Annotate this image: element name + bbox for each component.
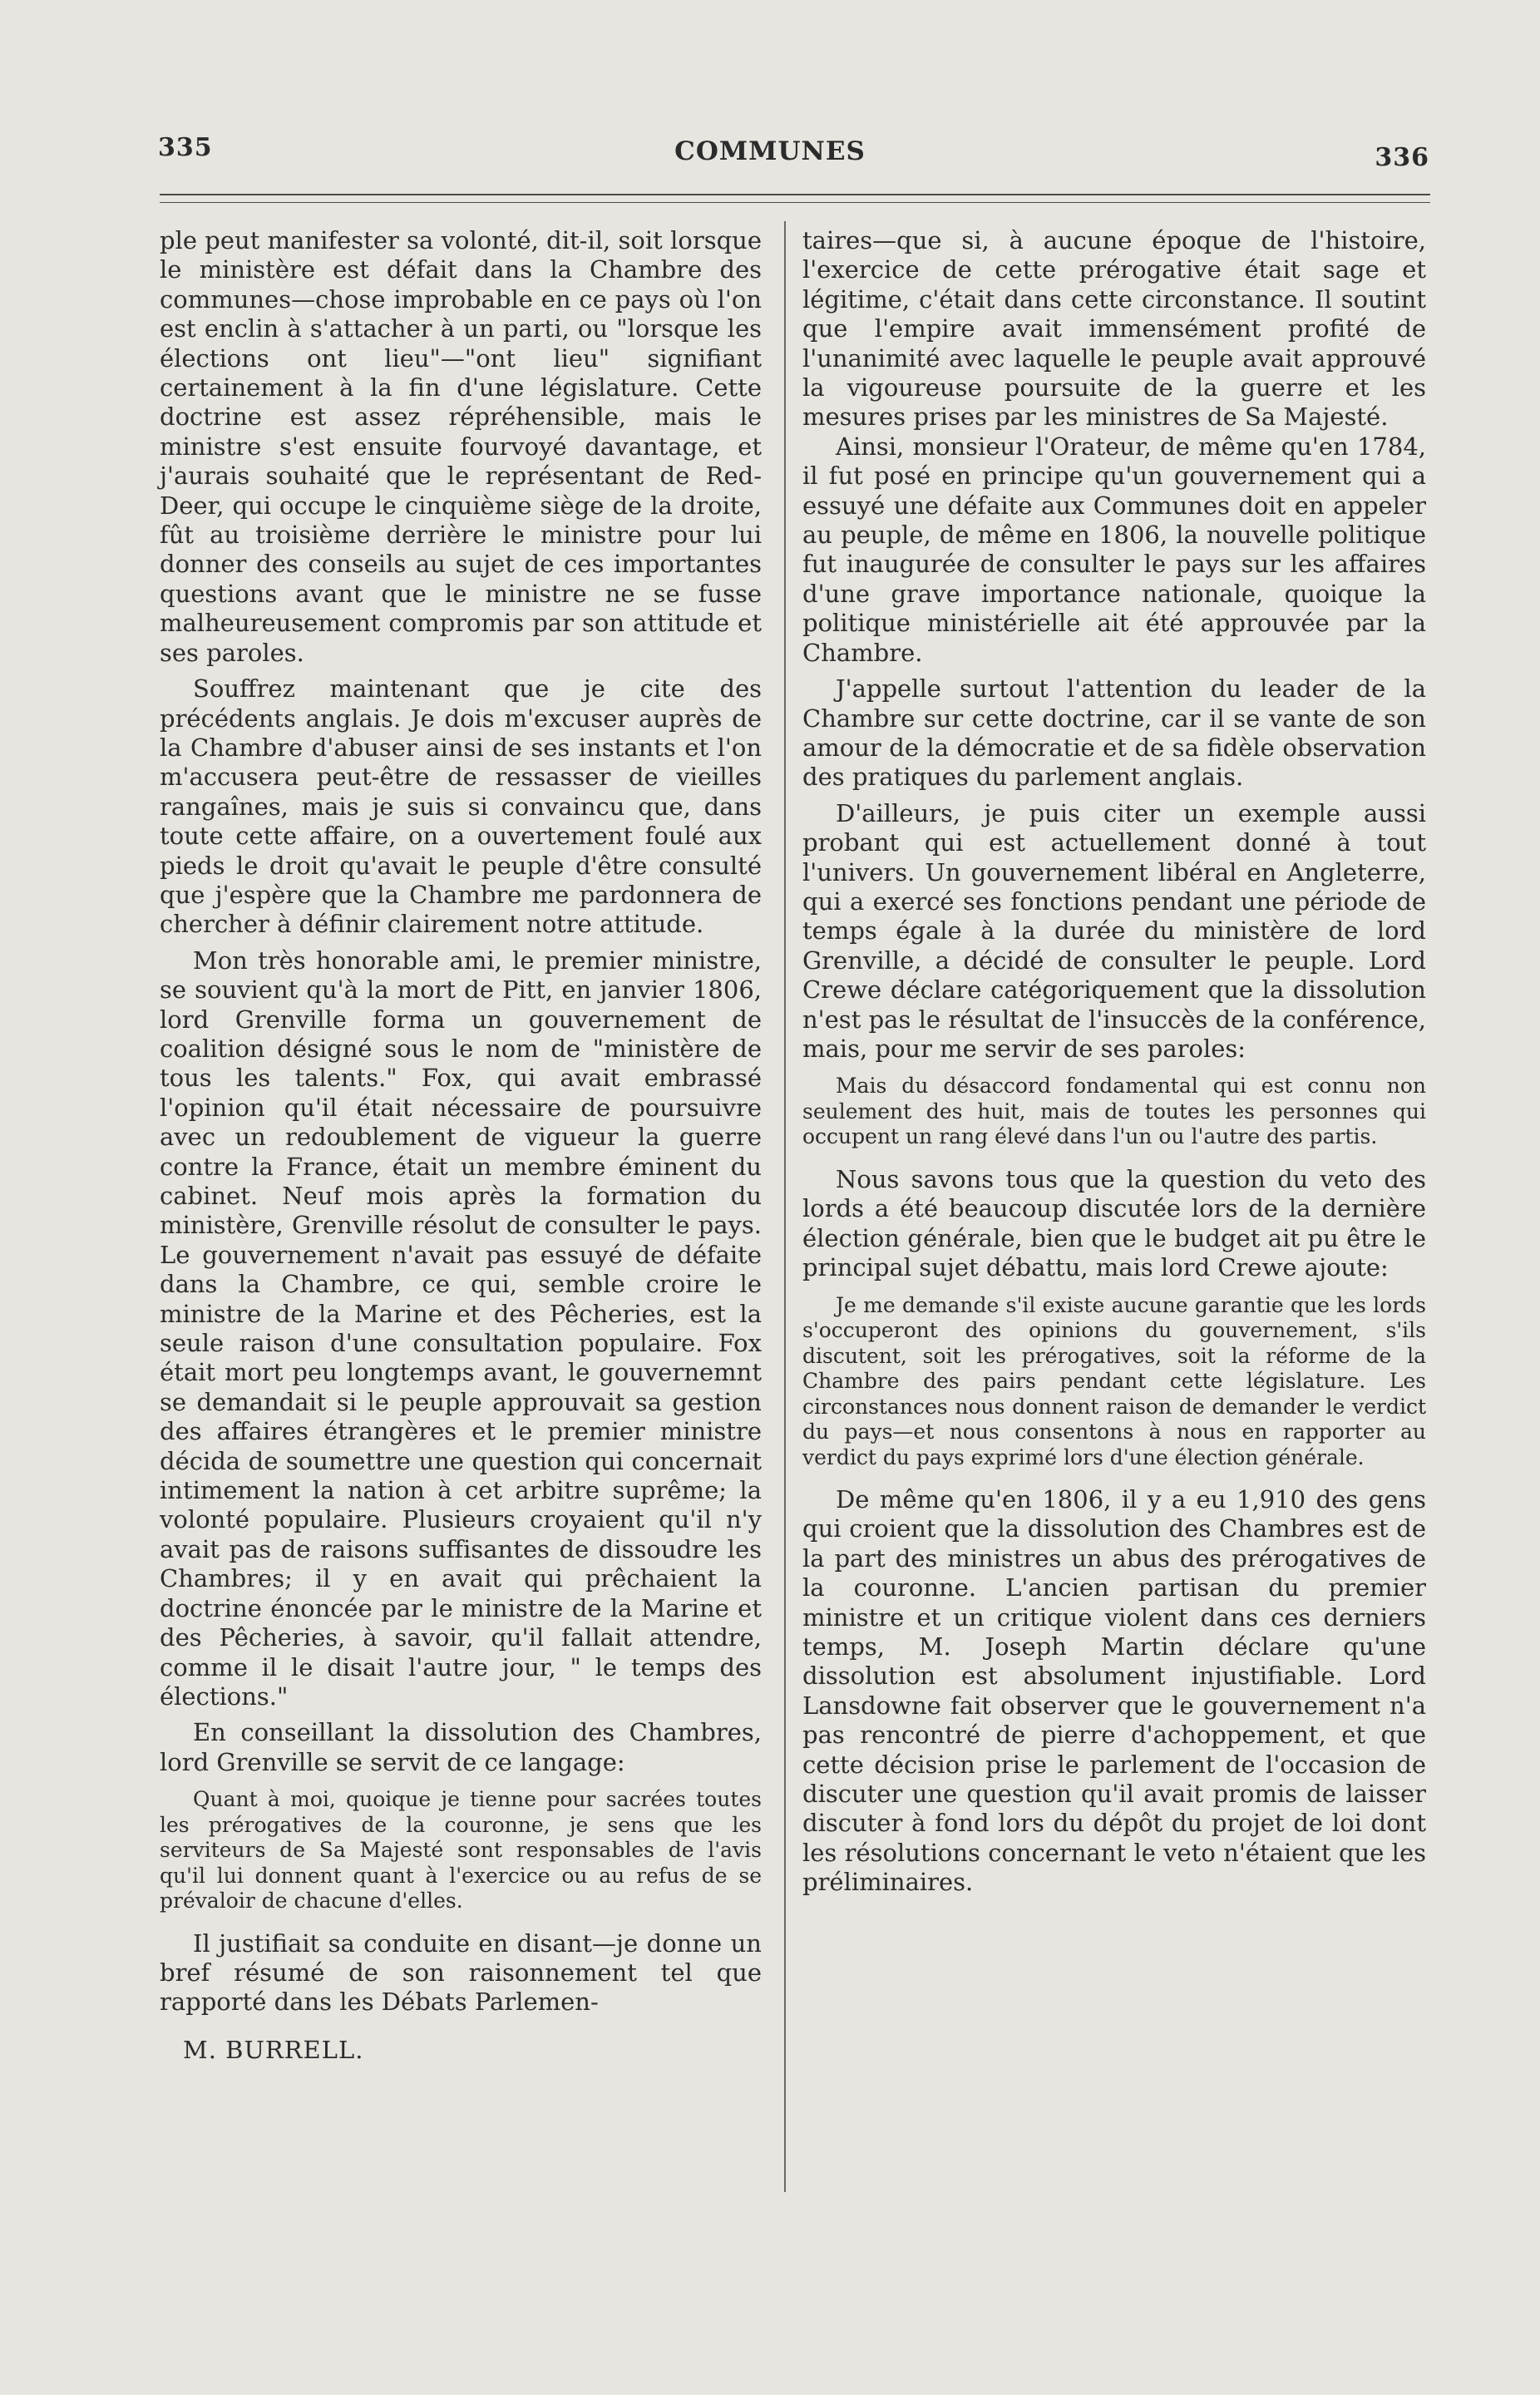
block-quote: Mais du désaccord fondamental qui est connu non seulement des huit, mais de toutes les personnes qui occupent un rang élevé dans l'un ou l'autre des partis. [802,1074,1426,1149]
right-column [802,226,1426,1898]
page-number-left: 335 [158,133,213,162]
paragraph: Nous savons tous que la question du veto des lords a été beaucoup discutée lors de la dernière élection générale, bien que le budget ait pu être le principal sujet débattu, mais lord Crewe ajoute: [802,1164,1426,1282]
page-number-right: 336 [1375,143,1429,172]
paragraph: ple peut manifester sa volonté, dit-il, soit lorsque le ministère est défait dans la Chambre des communes—chose improbable en ce pays où l'on est enclin à s'attacher à un parti, ou "lorsque les élections ont lieu"—"ont lieu" signifiant certainement à la fin d'une législature. Cette doctrine est assez répréhensible, mais le ministre s'est ensuite fourvoyé davantage, et j'aurais souhaité que le représentant de Red-Deer, qui occupe le cinquième siège de la droite, fût au troisième derrière le ministre pour lui donner des conseils au sujet de ces importantes questions avant que le ministre ne se fusse malheureusement compromis par son attitude et ses paroles. [160,226,762,667]
paragraph: J'appelle surtout l'attention du leader de la Chambre sur cette doctrine, car il se vante de son amour de la démocratie et de sa fidèle observation des pratiques du parlement anglais. [802,674,1426,792]
paragraph: De même qu'en 1806, il y a eu 1,910 des gens qui croient que la dissolution des Chambres est de la part des ministres un abus des prérogatives de la couronne. L'ancien partisan du premier ministre et un critique violent dans ces derniers temps, M. Joseph Martin déclare qu'une dissolution est absolument injustifiable. Lord Lansdowne fait observer que le gouvernement n'a pas rencontré de pierre d'achoppement, et que cette décision prise le parlement de l'occasion de discuter une question qu'il avait promis de laisser discuter à fond lors du dépôt du projet de loi dont les résolutions concernant le veto n'étaient que les préliminaires. [802,1485,1426,1897]
header-rule-thin [160,202,1430,203]
paragraph: Il justifiait sa conduite en disant—je donne un bref résumé de son raisonnement tel que rapporté dans les Débats Parlemen- [160,1928,762,2017]
paragraph: Mon très honorable ami, le premier ministre, se souvient qu'à la mort de Pitt, en janvier 1806, lord Grenville forma un gouvernement de coalition désigné sous le nom de "ministère de tous les talents." Fox, qui avait embrassé l'opinion qu'il était nécessaire de poursuivre avec un redoublement de vigueur la guerre contre la France, était un membre éminent du cabinet. Neuf mois après la formation du ministère, Grenville résolut de consulter le pays. Le gouvernement n'avait pas essuyé de défaite dans la Chambre, ce qui, semble croire le ministre de la Marine et des Pêcheries, est la seule raison d'une consultation populaire. Fox était mort peu longtemps avant, le gouvernemnt se demandait si le peuple approuvait sa gestion des affaires étrangères et le premier ministre décida de soumettre une question qui concernait intimement la nation à cet arbitre suprême; la volonté populaire. Plusieurs croyaient qu'il n'y avait pas de raisons suffisantes de dissoudre les Chambres; il y en avait qui prêchaient la doctrine énoncée par le ministre de la Marine et des Pêcheries, à savoir, qu'il fallait attendre, comme il le disait l'autre jour, " le temps des élections." [160,946,762,1711]
block-quote: Quant à moi, quoique je tienne pour sacrées toutes les prérogatives de la couronne, je sens que les serviteurs de Sa Majesté sont responsables de l'avis qu'il lui donnent quant à l'exercice ou au refus de se prévaloir de chacune d'elles. [160,1787,762,1914]
paragraph: En conseillant la dissolution des Chambres, lord Grenville se servit de ce langage: [160,1718,762,1776]
speaker-signature: M. BURRELL. [183,2035,364,2064]
column-divider [784,221,786,2192]
header-rule-thick [160,194,1430,195]
paragraph: Souffrez maintenant que je cite des précédents anglais. Je dois m'excuser auprès de la Chambre d'abuser ainsi de ses instants et l'on m'accusera peut-être de ressasser de vieilles rangaînes, mais je suis si convaincu que, dans toute cette affaire, on a ouvertement foulé aux pieds le droit qu'avait le peuple d'être consulté que j'espère que la Chambre me pardonnera de chercher à définir clairement notre attitude. [160,674,762,939]
running-title: COMMUNES [674,136,866,166]
paragraph: Ainsi, monsieur l'Orateur, de même qu'en 1784, il fut posé en principe qu'un gouvernement qui a essuyé une défaite aux Communes doit en appeler au peuple, de même en 1806, la nouvelle politique fut inaugurée de consulter le pays sur les affaires d'une grave importance nationale, quoique la politique ministérielle ait été approuvée par la Chambre. [802,432,1426,667]
paragraph: taires—que si, à aucune époque de l'histoire, l'exercice de cette prérogative était sage et légitime, c'était dans cette circonstance. Il soutint que l'empire avait immensément profité de l'unanimité avec laquelle le peuple avait approuvé la vigoureuse poursuite de la guerre et les mesures prises par les ministres de Sa Majesté. [802,226,1426,432]
block-quote: Je me demande s'il existe aucune garantie que les lords s'occuperont des opinions du gouvernement, s'ils discutent, soit les prérogatives, soit la réforme de la Chambre des pairs pendant cette législature. Les circonstances nous donnent raison de demander le verdict du pays—et nous consentons à nous en rapporter au verdict du pays exprimé lors d'une élection générale. [802,1292,1426,1469]
left-column [160,226,762,2065]
paragraph: D'ailleurs, je puis citer un exemple aussi probant qui est actuellement donné à tout l'univers. Un gouvernement libéral en Angleterre, qui a exercé ses fonctions pendant une période de temps égale à la durée du ministère de lord Grenville, a décidé de consulter le peuple. Lord Crewe déclare catégoriquement que la dissolution n'est pas le résultat de l'insuccès de la conférence, mais, pour me servir de ses paroles: [802,798,1426,1063]
